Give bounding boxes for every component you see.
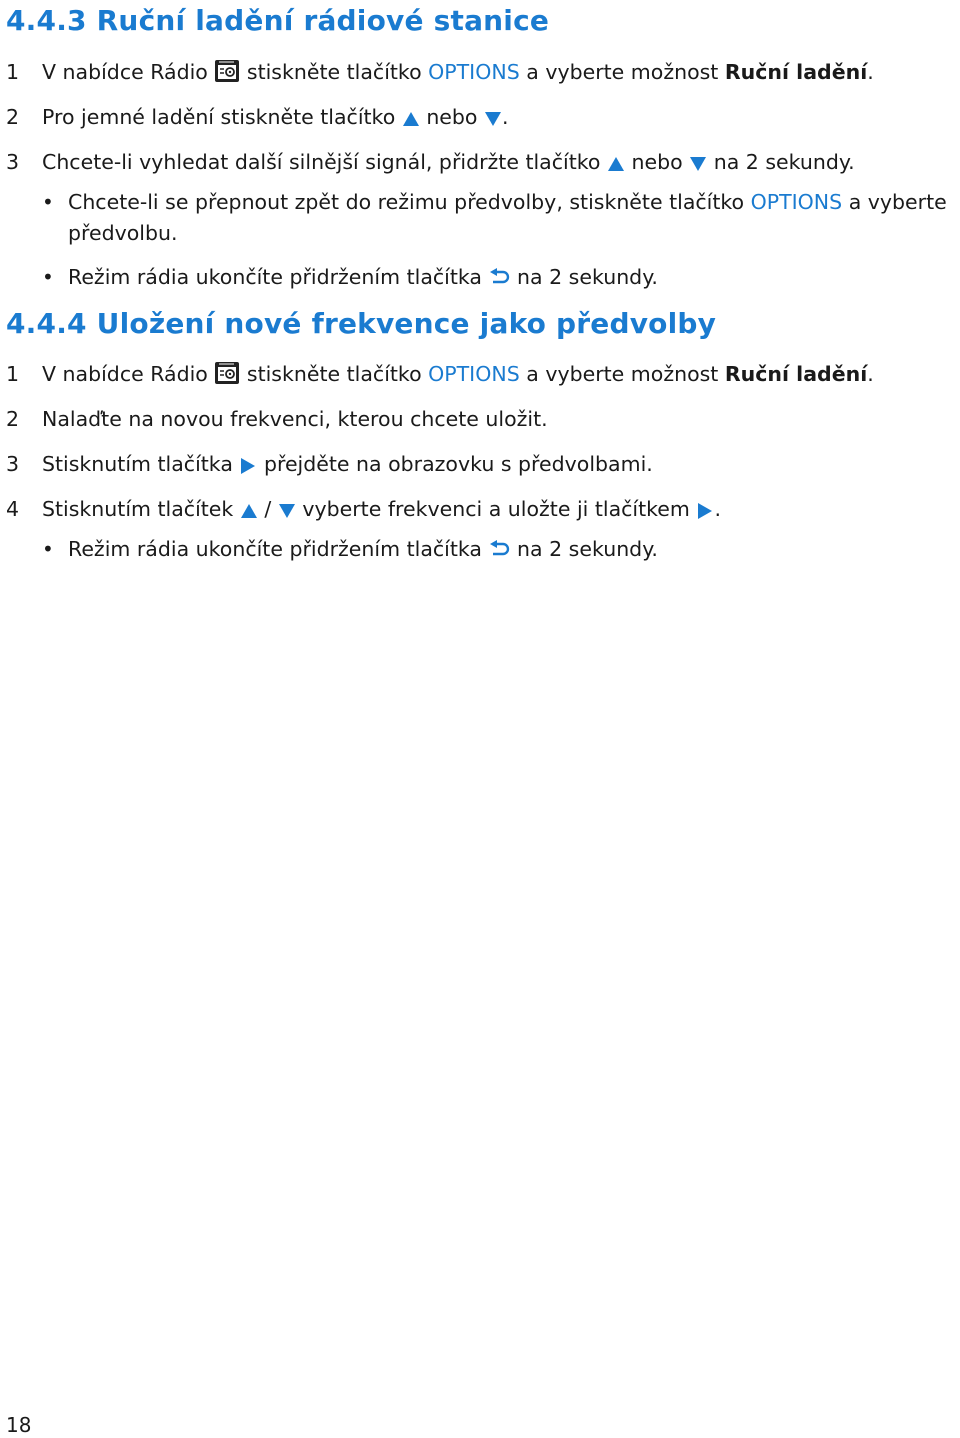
step-text [42,149,855,179]
bullet-text [68,264,658,294]
step-text-part: na 2 sekundy. [713,150,855,174]
bullet-marker: • [42,265,54,289]
bullet-text-part: Režim rádia ukončíte přidržením tlačítka [68,265,482,289]
manual-tuning-label: Ruční ladění [724,60,868,84]
step-text-part: a vyberte možnost [526,362,719,386]
bullet-text-continuation [68,220,178,246]
radio-icon [214,59,240,89]
back-icon [489,268,511,294]
step-text-part: / [264,497,272,521]
step-number: 1 [6,362,20,386]
up-arrow-icon [402,108,420,134]
step-number: 2 [6,407,20,431]
step-text-part: nebo [631,150,683,174]
bullet-text-part: na 2 sekundy. [517,537,658,561]
step-text-part: a vyberte možnost [526,60,719,84]
bullet-text-part: na 2 sekundy. [517,265,658,289]
page-number: 18 [6,1413,32,1437]
down-arrow-icon [278,500,296,526]
down-arrow-icon [484,108,502,134]
right-arrow-icon [696,500,714,526]
section-heading-save-preset: 4.4.4 Uložení nové frekvence jako předvolby [6,307,717,340]
manual-tuning-label: Ruční ladění [724,362,868,386]
step-text-part: . [867,362,874,386]
bullet-text-part: a vyberte [848,190,947,214]
step-text-part: nebo [426,105,478,129]
bullet-text-part: Chcete-li se přepnout zpět do režimu předvolby, stiskněte tlačítko [68,190,745,214]
section-heading-manual-tuning: 4.4.3 Ruční ladění rádiové stanice [6,4,550,37]
bullet-text [68,189,947,215]
step-text-part: Stisknutím tlačítka [42,452,233,476]
bullet-text-part: Režim rádia ukončíte přidržením tlačítka [68,537,482,561]
step-text-part: . [714,497,721,521]
radio-icon [214,361,240,391]
step-text-part: . [867,60,874,84]
step-text-part: stiskněte tlačítko [246,362,422,386]
back-icon [489,540,511,566]
step-text-part: V nabídce Rádio [42,362,208,386]
step-text-part: Nalaďte na novou frekvenci, kterou chcete uložit. [42,407,548,431]
step-text-part: Pro jemné ladění stiskněte tlačítko [42,105,396,129]
bullet-text-part: předvolbu. [68,221,178,245]
options-label: OPTIONS [428,60,520,84]
step-number: 1 [6,60,20,84]
step-text [42,59,874,89]
step-text [42,361,874,391]
options-label: OPTIONS [428,362,520,386]
step-number: 2 [6,105,20,129]
step-text-part: V nabídce Rádio [42,60,208,84]
step-number: 3 [6,452,20,476]
step-number: 4 [6,497,20,521]
step-text-part: stiskněte tlačítko [246,60,422,84]
step-text [42,451,653,481]
right-arrow-icon [239,455,257,481]
step-text-part: Chcete-li vyhledat další silnější signál, přidržte tlačítko [42,150,601,174]
down-arrow-icon [689,153,707,179]
bullet-marker: • [42,537,54,561]
step-number: 3 [6,150,20,174]
step-text-part: přejděte na obrazovku s předvolbami. [263,452,653,476]
step-text-part: vyberte frekvenci a uložte ji tlačítkem [302,497,690,521]
step-text [42,496,721,526]
options-label: OPTIONS [750,190,843,214]
step-text-part: . [502,105,509,129]
bullet-marker: • [42,190,54,214]
up-arrow-icon [607,153,625,179]
step-text [42,104,509,134]
bullet-text [68,536,658,566]
step-text [42,406,548,432]
step-text-part: Stisknutím tlačítek [42,497,234,521]
up-arrow-icon [240,500,258,526]
